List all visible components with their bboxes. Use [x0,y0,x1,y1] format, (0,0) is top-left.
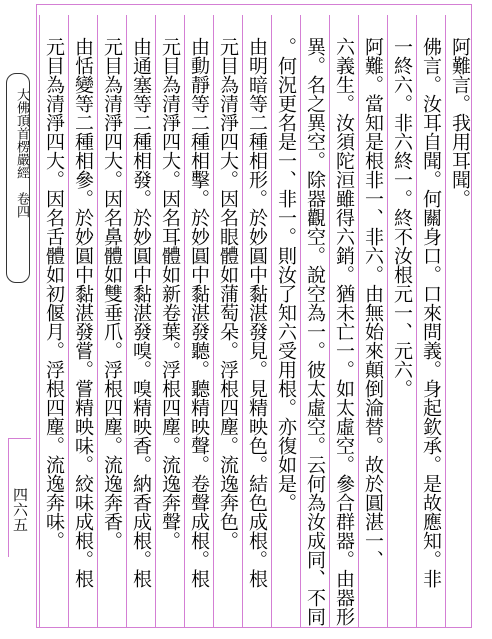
text-column-14 [68,15,95,627]
column-text: 由恬變等二種相參。於妙圓中黏湛發嘗。嘗精映味。絞味成根。根 [72,37,94,588]
column-text: 元目為清淨四大。因名耳體如新卷葉。浮根四塵。流逸奔聲。 [159,37,181,550]
page-number: 四六五 [11,487,29,532]
text-column-12 [126,15,153,627]
column-text: 一終六。非六終一。終不汝根元一、元六。 [391,37,413,398]
column-text: 由明暗等二種相形。於妙圓中黏湛發見。見精映色。結色成根。根 [246,37,268,588]
column-text: 元目為清淨四大。因名鼻體如雙垂爪。浮根四塵。流逸奔香。 [101,37,123,550]
page-frame [36,4,472,628]
text-column-3 [387,15,414,627]
column-text: 異。名之異空。除器觀空。說空為一。彼太虛空。云何為汝成同、不同 [304,37,326,626]
column-text: 阿難。當知是根非一、非六。由無始來顛倒淪替。故於圓湛一、 [362,37,384,569]
text-column-9 [213,15,240,627]
column-text: 佛言。汝耳自聞。何關身口。口來問義。身起欽承。是故應知。非 [420,37,442,588]
sutra-title: 大佛頂首楞嚴經 卷四 [14,88,29,218]
text-column-13 [97,15,124,627]
column-text: 由動靜等二種相擊。於妙圓中黏湛發聽。聽精映聲。卷聲成根。根 [188,37,210,588]
text-column-15 [39,15,66,627]
text-column-6 [300,15,327,627]
page-number-box [8,438,31,557]
column-text: 元目為清淨四大。因名眼體如蒲萄朵。浮根四塵。流逸奔色。 [217,37,239,550]
sutra-title-box [6,73,30,283]
column-text: 阿難言。我用耳聞。 [449,37,471,208]
text-column-4 [358,15,385,627]
column-text: 。何況更名是一、非一。則汝了知六受用根。亦復如是。 [275,37,297,512]
text-column-1 [445,15,472,627]
text-column-8 [242,15,269,627]
column-text: 元目為清淨四大。因名舌體如初偃月。浮根四塵。流逸奔味。 [43,37,65,550]
text-column-5 [329,15,356,627]
text-column-2 [416,15,443,627]
text-column-10 [184,15,211,627]
text-column-7 [271,15,298,627]
column-text: 六義生。汝須陀洹雖得六銷。猶未亡一。如太虛空。參合群器。由器形 [333,37,355,626]
column-text: 由通塞等二種相發。於妙圓中黏湛發嗅。嗅精映香。納香成根。根 [130,37,152,588]
text-column-11 [155,15,182,627]
